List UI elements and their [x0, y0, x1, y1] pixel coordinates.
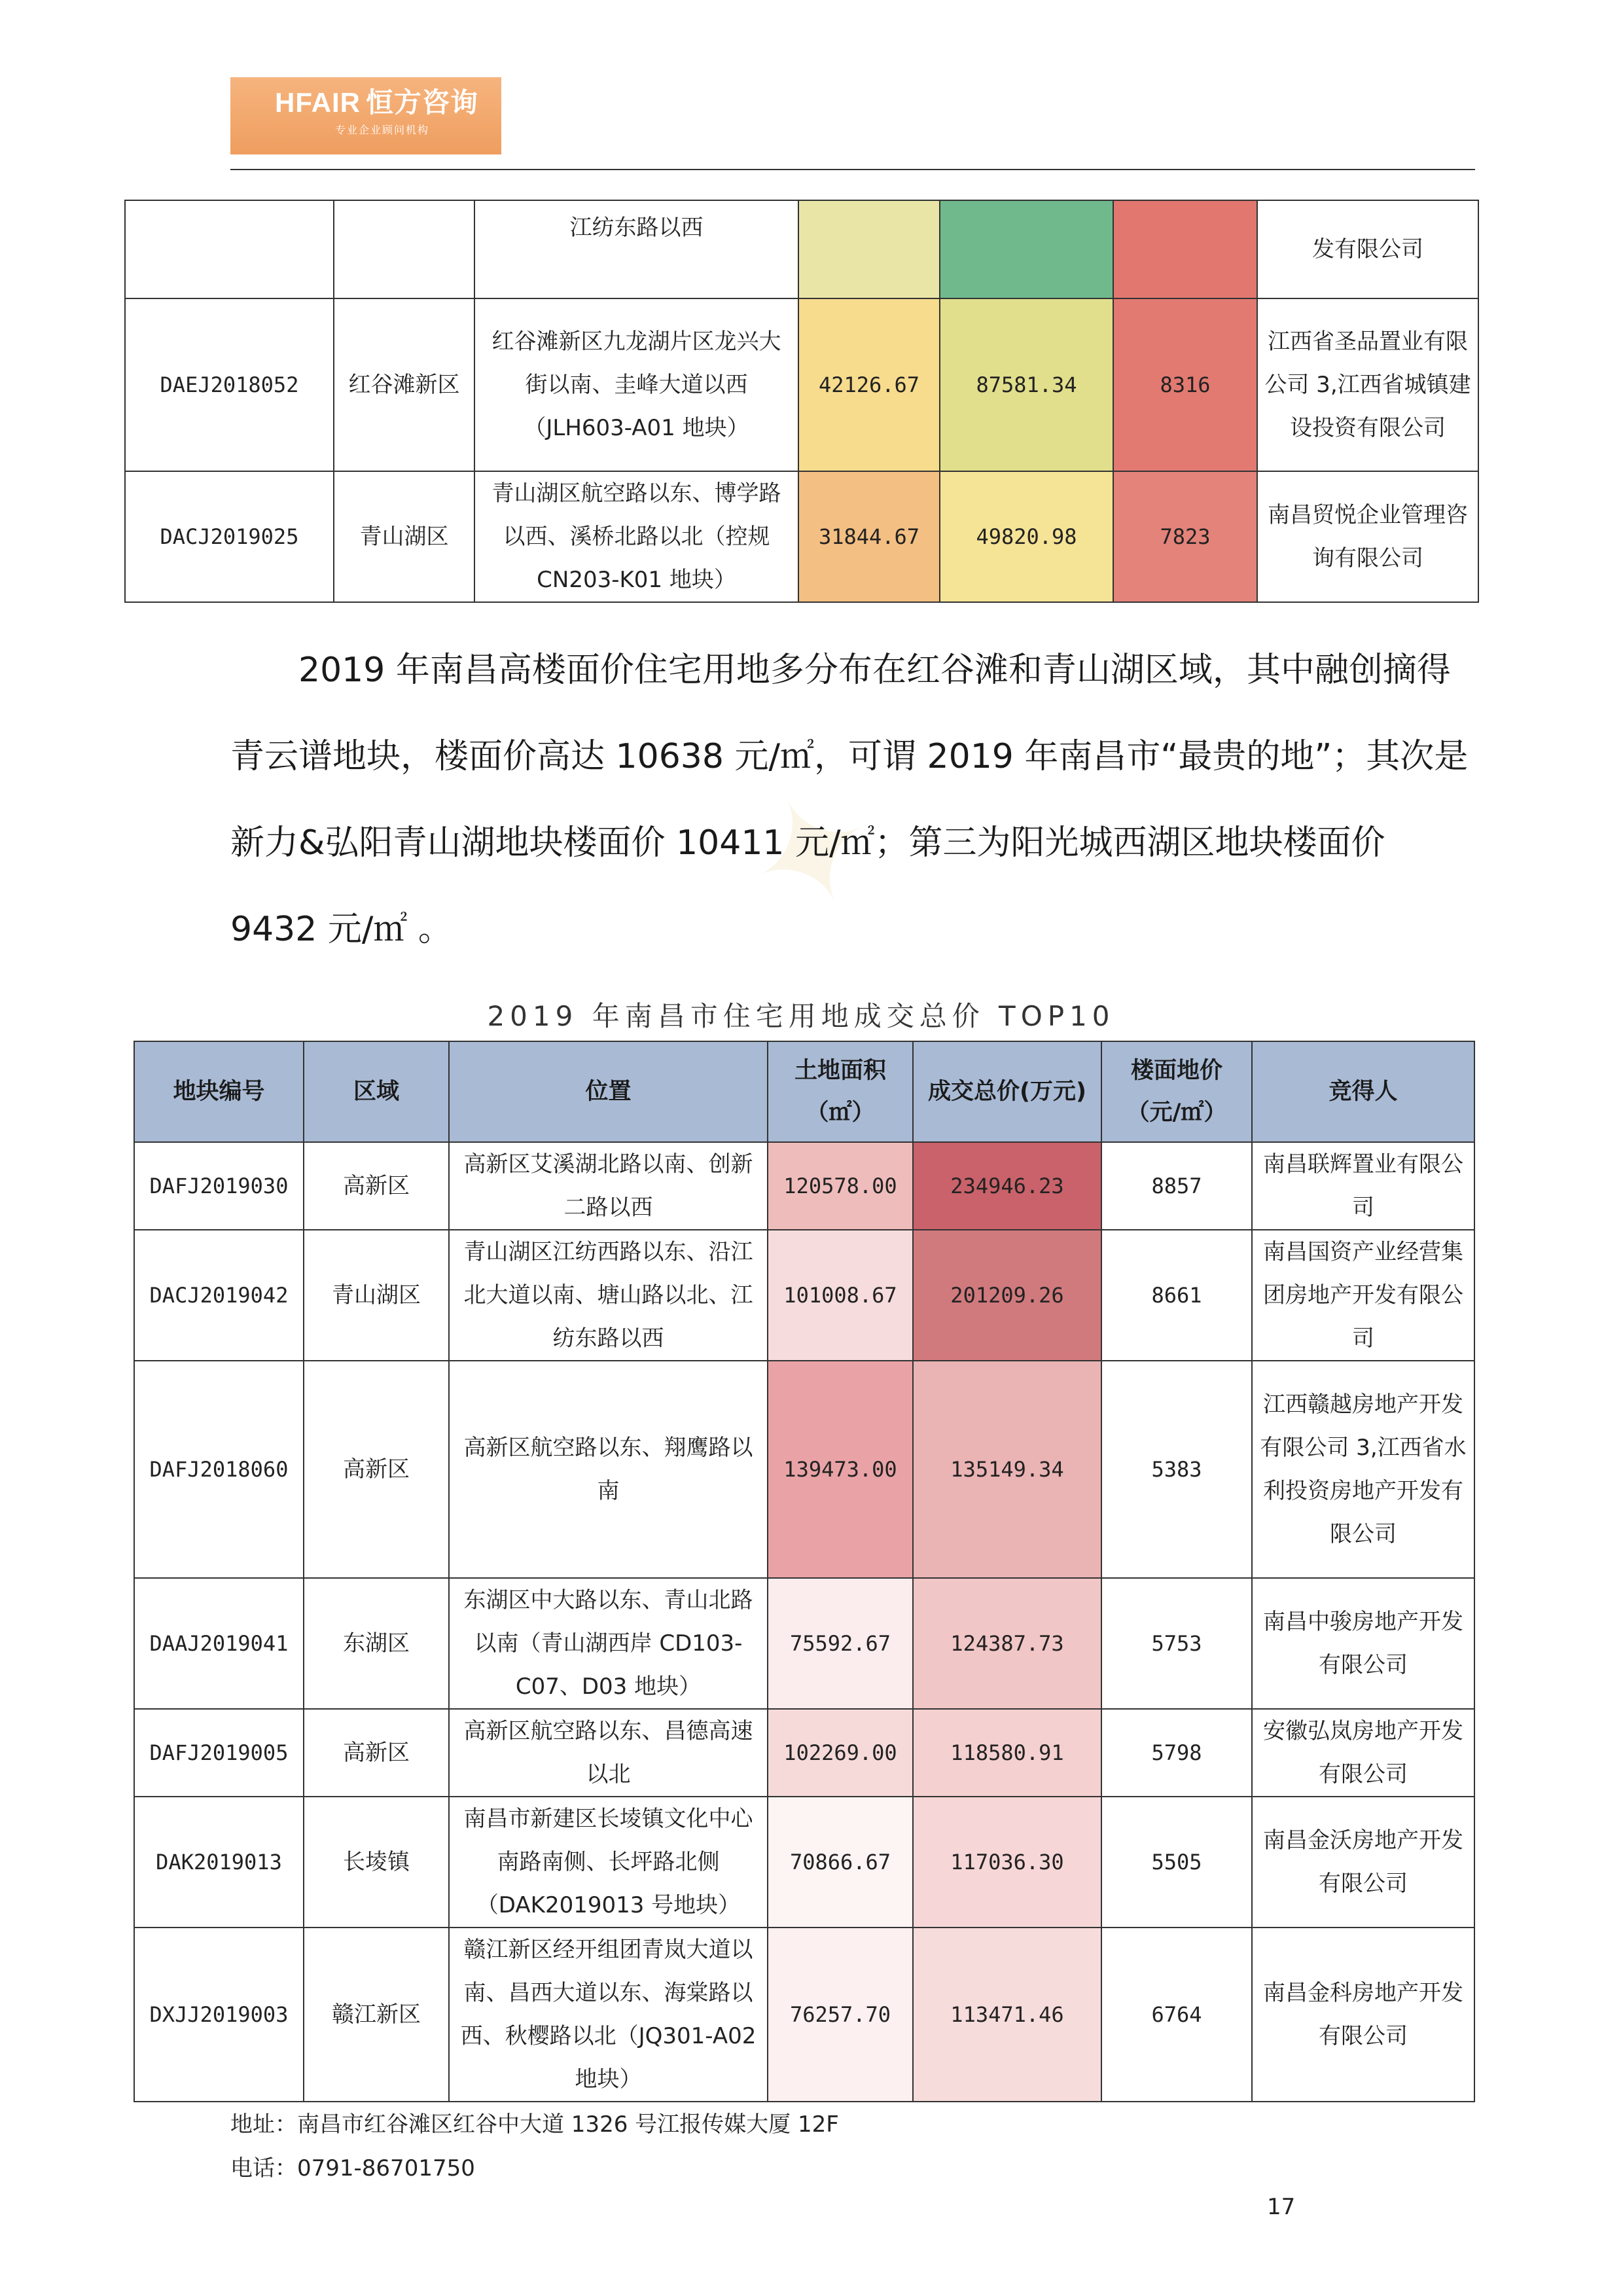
- header-divider: [230, 169, 1475, 170]
- header-location: 位置: [449, 1041, 768, 1142]
- plot-id-cell: DXJJ2019003: [134, 1928, 304, 2102]
- table-row: [134, 1797, 1474, 1928]
- buyer-cell: 南昌中骏房地产开发有限公司: [1252, 1578, 1474, 1709]
- plot-id-cell: DAEJ2018052: [125, 298, 334, 471]
- header-plot-id: 地块编号: [134, 1041, 304, 1142]
- land-area-cell: [798, 200, 940, 298]
- location-cell: 赣江新区经开组团青岚大道以南、昌西大道以东、海棠路以西、秋樱路以北（JQ301-A02 地块）: [449, 1928, 768, 2102]
- total-price-cell: 124387.73: [913, 1578, 1101, 1709]
- plot-id-cell: DAFJ2018060: [134, 1361, 304, 1578]
- land-area-cell: 31844.67: [798, 471, 940, 602]
- total-price-cell: 118580.91: [913, 1709, 1101, 1797]
- district-cell: 高新区: [304, 1709, 449, 1797]
- header-land-area: 土地面积（㎡）: [768, 1041, 913, 1142]
- total-price-cell: 135149.34: [913, 1361, 1101, 1578]
- total-price-cell: [940, 200, 1113, 298]
- top10-land-table: [134, 1041, 1475, 2102]
- district-cell: 红谷滩新区: [334, 298, 474, 471]
- district-cell: [334, 200, 474, 298]
- table-row: [134, 1142, 1474, 1230]
- total-price-cell: 234946.23: [913, 1142, 1101, 1230]
- location-cell: 高新区航空路以东、翔鹰路以南: [449, 1361, 768, 1578]
- logo-name: 恒方咨询: [366, 87, 479, 118]
- buyer-cell: 江西赣越房地产开发有限公司 3,江西省水利投资房地产开发有限公司: [1252, 1361, 1474, 1578]
- buyer-cell: 江西省圣品置业有限公司 3,江西省城镇建设投资有限公司: [1257, 298, 1478, 471]
- floor-price-cell: 8316: [1113, 298, 1257, 471]
- logo-brand: HFAIR: [275, 87, 361, 118]
- buyer-cell: 南昌贸悦企业管理咨询有限公司: [1257, 471, 1478, 602]
- table-row: [134, 1230, 1474, 1361]
- buyer-cell: 发有限公司: [1257, 200, 1478, 298]
- table-header-row: [134, 1041, 1474, 1142]
- continued-land-table: [124, 200, 1479, 603]
- district-cell: 长堎镇: [304, 1797, 449, 1928]
- logo-tagline: 专业企业顾问机构: [335, 124, 430, 136]
- location-cell: 高新区航空路以东、昌德高速以北: [449, 1709, 768, 1797]
- location-cell: 东湖区中大路以东、青山北路以南（青山湖西岸 CD103-C07、D03 地块）: [449, 1578, 768, 1709]
- location-cell: 南昌市新建区长堎镇文化中心南路南侧、长坪路北侧（DAK2019013 号地块）: [449, 1797, 768, 1928]
- watermark-graphic: ✦: [718, 748, 907, 960]
- plot-id-cell: DACJ2019042: [134, 1230, 304, 1361]
- district-cell: 东湖区: [304, 1578, 449, 1709]
- table-row: [134, 1928, 1474, 2102]
- location-cell: 江纺东路以西: [474, 200, 798, 298]
- buyer-cell: 安徽弘岚房地产开发有限公司: [1252, 1709, 1474, 1797]
- table-row: [134, 1709, 1474, 1797]
- total-price-cell: 113471.46: [913, 1928, 1101, 2102]
- header-district: 区域: [304, 1041, 449, 1142]
- table-row: [125, 471, 1478, 602]
- total-price-cell: 49820.98: [940, 471, 1113, 602]
- total-price-cell: 87581.34: [940, 298, 1113, 471]
- floor-price-cell: 6764: [1101, 1928, 1252, 2102]
- analysis-paragraph: [230, 627, 1475, 973]
- table-row: [125, 200, 1478, 298]
- footer-phone: 电话：0791-86701750: [230, 2155, 475, 2181]
- plot-id-cell: DAFJ2019005: [134, 1709, 304, 1797]
- floor-price-cell: 8661: [1101, 1230, 1252, 1361]
- location-cell: 青山湖区航空路以东、博学路以西、溪桥北路以北（控规 CN203-K01 地块）: [474, 471, 798, 602]
- header-floor-price: 楼面地价（元/㎡）: [1101, 1041, 1252, 1142]
- land-area-cell: 139473.00: [768, 1361, 913, 1578]
- land-area-cell: 70866.67: [768, 1797, 913, 1928]
- header-buyer: 竞得人: [1252, 1041, 1474, 1142]
- paragraph-text: 2019 年南昌高楼面价住宅用地多分布在红谷滩和青山湖区域，其中融创摘得青云谱地块，楼面价高达 10638 元/㎡，可谓 2019 年南昌市“最贵的地”；其次是新力&弘阳青山湖地块楼面价 10411 元/㎡；第三为阳光城西湖区地块楼面价 9432 元/㎡ 。: [230, 651, 1469, 949]
- land-area-cell: 101008.67: [768, 1230, 913, 1361]
- land-area-cell: 120578.00: [768, 1142, 913, 1230]
- buyer-cell: 南昌联辉置业有限公司: [1252, 1142, 1474, 1230]
- buyer-cell: 南昌金科房地产开发有限公司: [1252, 1928, 1474, 2102]
- table-row: [134, 1361, 1474, 1578]
- table-caption: 2019 年南昌市住宅用地成交总价 TOP10: [487, 1000, 1115, 1032]
- plot-id-cell: [125, 200, 334, 298]
- location-cell: 高新区艾溪湖北路以南、创新二路以西: [449, 1142, 768, 1230]
- logo-brand-text: [270, 88, 501, 118]
- buyer-cell: 南昌金沃房地产开发有限公司: [1252, 1797, 1474, 1928]
- land-area-cell: 76257.70: [768, 1928, 913, 2102]
- floor-price-cell: 7823: [1113, 471, 1257, 602]
- plot-id-cell: DAFJ2019030: [134, 1142, 304, 1230]
- page-number: 17: [1267, 2194, 1296, 2220]
- location-cell: 青山湖区江纺西路以东、沿江北大道以南、塘山路以北、江纺东路以西: [449, 1230, 768, 1361]
- plot-id-cell: DACJ2019025: [125, 471, 334, 602]
- total-price-cell: 201209.26: [913, 1230, 1101, 1361]
- floor-price-cell: 5505: [1101, 1797, 1252, 1928]
- table-row: [134, 1578, 1474, 1709]
- land-area-cell: 75592.67: [768, 1578, 913, 1709]
- header-total-price: 成交总价(万元): [913, 1041, 1101, 1142]
- floor-price-cell: 5753: [1101, 1578, 1252, 1709]
- floor-price-cell: 5383: [1101, 1361, 1252, 1578]
- plot-id-cell: DAAJ2019041: [134, 1578, 304, 1709]
- company-logo: [230, 77, 501, 154]
- total-price-cell: 117036.30: [913, 1797, 1101, 1928]
- floor-price-cell: 5798: [1101, 1709, 1252, 1797]
- land-area-cell: 102269.00: [768, 1709, 913, 1797]
- floor-price-cell: [1113, 200, 1257, 298]
- table-row: [125, 298, 1478, 471]
- district-cell: 青山湖区: [304, 1230, 449, 1361]
- floor-price-cell: 8857: [1101, 1142, 1252, 1230]
- buyer-cell: 南昌国资产业经营集团房地产开发有限公司: [1252, 1230, 1474, 1361]
- district-cell: 青山湖区: [334, 471, 474, 602]
- location-cell: 红谷滩新区九龙湖片区龙兴大街以南、圭峰大道以西（JLH603-A01 地块）: [474, 298, 798, 471]
- district-cell: 赣江新区: [304, 1928, 449, 2102]
- land-area-cell: 42126.67: [798, 298, 940, 471]
- district-cell: 高新区: [304, 1361, 449, 1578]
- footer-address: 地址：南昌市红谷滩区红谷中大道 1326 号江报传媒大厦 12F: [230, 2111, 839, 2138]
- plot-id-cell: DAK2019013: [134, 1797, 304, 1928]
- district-cell: 高新区: [304, 1142, 449, 1230]
